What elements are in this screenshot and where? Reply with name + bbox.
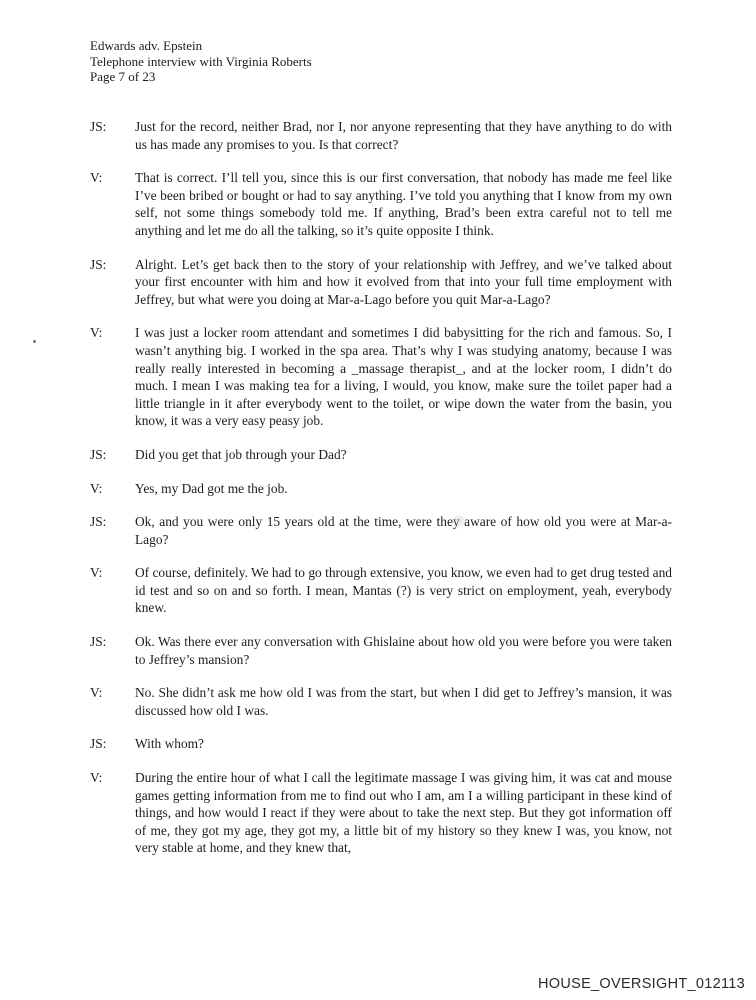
speaker-label: V: [90, 685, 103, 701]
scan-smudge-artifact [452, 516, 466, 526]
header-subject-line: Telephone interview with Virginia Roberts [90, 53, 312, 69]
speaker-label: JS: [90, 736, 107, 752]
dialogue-turn [90, 684, 672, 719]
utterance-text: Just for the record, neither Brad, nor I, nor anyone representing that they have anything to do with us has made any promises to you. Is that correct? [135, 119, 672, 152]
dialogue-turn [90, 480, 672, 498]
dialogue-turn [90, 324, 672, 430]
dialogue-turn [90, 735, 672, 753]
speaker-label: JS: [90, 446, 107, 462]
dialogue-turn [90, 769, 672, 857]
scan-speck-artifact [33, 340, 36, 343]
utterance-text: I was just a locker room attendant and sometimes I did babysitting for the rich and famous. So, I wasn’t anything big. I worked in the spa area. That’s why I was studying anatomy, because I was really really interested in becoming a _massage therapist_, and at the locker room, I didn’t do much. I mean I was making tea for a living, I would, you know, make sure the toilet paper had a little triangle in it after everybody went to the toilet, or wipe down the water from the basin, you know, it was a very easy peasy job. [135, 325, 672, 429]
speaker-label: JS: [90, 119, 107, 134]
utterance-text: With whom? [135, 736, 205, 752]
speaker-label: JS: [90, 256, 107, 272]
utterance-text: Of course, definitely. We had to go through extensive, you know, we even had to get drug tested and id test and so on and so forth. I mean, Mantas (?) is very strict on employment, yeah, everybody knew. [135, 565, 672, 616]
speaker-label: V: [90, 480, 103, 496]
utterance-text: Ok. Was there ever any conversation with Ghislaine about how old you were before you were taken to Jeffrey’s mansion? [135, 634, 672, 667]
speaker-label: V: [90, 770, 103, 786]
dialogue-turn [90, 118, 672, 153]
dialogue-turn [90, 446, 672, 464]
dialogue-turn [90, 169, 672, 239]
speaker-label: JS: [90, 634, 107, 650]
transcript-body [90, 118, 672, 873]
speaker-label: JS: [90, 514, 107, 530]
header-page-number: Page 7 of 23 [90, 69, 156, 84]
utterance-text: Alright. Let’s get back then to the story of your relationship with Jeffrey, and we’ve talked about your first encounter with him and how it evolved from that into your full time employment with Jeffrey, but what were you doing at Mar-a-Lago before you quit Mar-a-Lago? [135, 256, 672, 307]
dialogue-turn [90, 256, 672, 309]
dialogue-turn [90, 513, 672, 548]
dialogue-turn [90, 564, 672, 617]
bates-stamp: HOUSE_OVERSIGHT_012113 [537, 976, 745, 992]
speaker-label: V: [90, 170, 103, 186]
document-header [90, 38, 312, 85]
utterance-text: During the entire hour of what I call the legitimate massage I was giving him, it was cat and mouse games getting information from me to find out who I am, am I a willing participant in these kind of things, and how would I react if they were about to take the next step. But they got information off of me, they got my age, they got my, a little bit of my history so they knew I was, you know, not very stable at home, and they knew that, [135, 770, 672, 856]
utterance-text: Did you get that job through your Dad? [135, 446, 347, 462]
speaker-label: V: [90, 325, 103, 341]
dialogue-turn [90, 633, 672, 668]
utterance-text: That is correct. I’ll tell you, since this is our first conversation, that nobody has made me feel like I’ve been bribed or bought or had to say anything. I’ve told you anything that I know from my own self, not some things somebody told me. If anything, Brad’s been extra careful not to tell me anything and let me do all the talking, so it’s quite opposite I think. [135, 170, 672, 238]
utterance-text: Yes, my Dad got me the job. [135, 480, 288, 496]
speaker-label: V: [90, 565, 103, 581]
utterance-text: Ok, and you were only 15 years old at the time, were they aware of how old you were at Mar-a-Lago? [135, 514, 672, 547]
header-case-line: Edwards adv. Epstein [90, 38, 203, 53]
utterance-text: No. She didn’t ask me how old I was from the start, but when I did get to Jeffrey’s mansion, it was discussed how old I was. [135, 685, 672, 718]
